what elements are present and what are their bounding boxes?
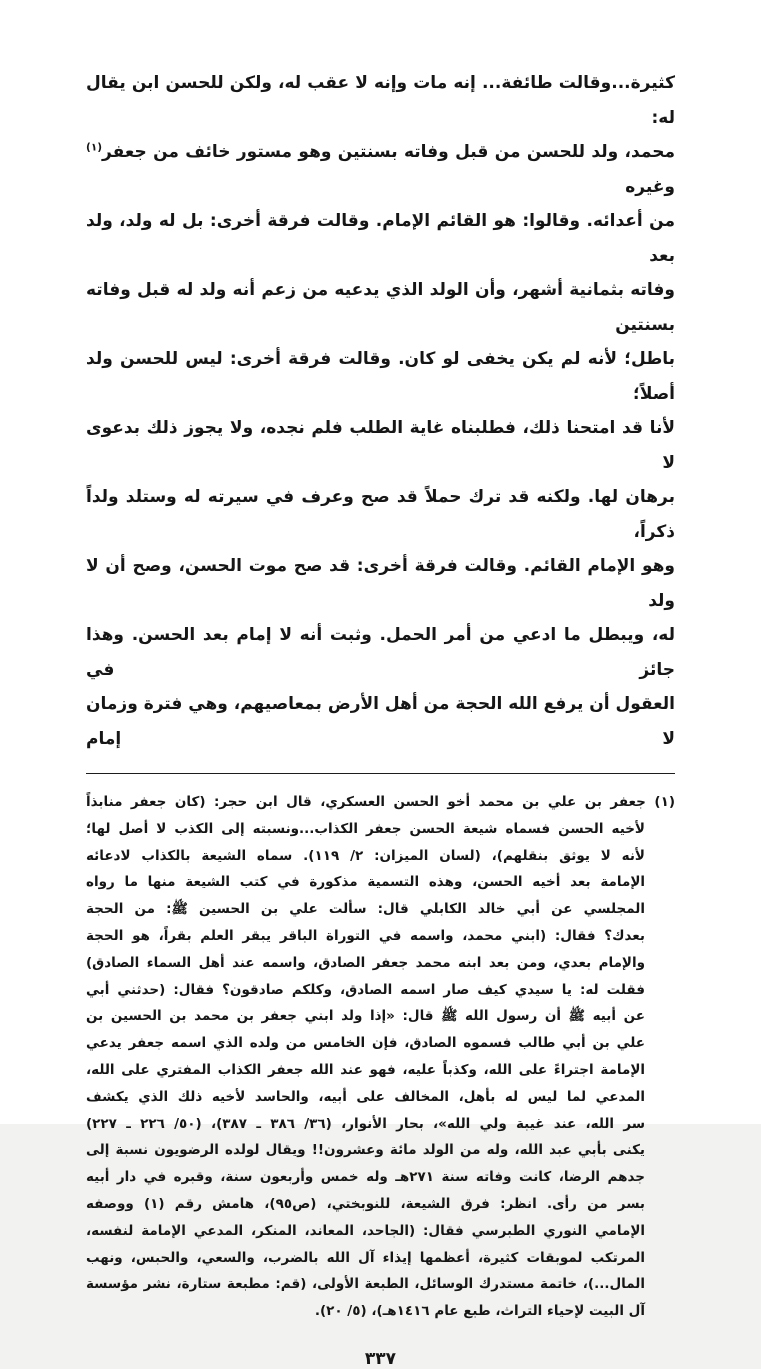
footnote-line: المرتكب لموبقات كثيرة، أعظمها إيذاء آل الله بالضرب، والسعي، والحبس، ونهب	[86, 1249, 645, 1266]
main-text-block	[86, 66, 675, 756]
footnote-ref-marker: (١)	[86, 141, 103, 154]
footnote-line: سر الله، عند غيبة ولي الله»، بحار الأنوار، (٣٦/ ٣٨٦ ـ ٣٨٧)، (٥٠/ ٢٢٦ ـ ٢٢٧)	[86, 1115, 646, 1132]
footnote-line: يكنى بأبي عبد الله، وله من الولد مائة وعشرون!! ويقال لولده الرضويون نسبة إلى	[86, 1142, 645, 1159]
footnote-line: الإمامة بعد أخيه الحسن، وهذه التسمية مذكورة في كتب الشيعة منها ما رواه	[86, 874, 645, 891]
main-text-line: برهان لها. ولكنه قد ترك حملاً قد صح وعرف في سيرته له وستلد ولداً ذكراً،	[86, 487, 675, 542]
footnote-separator	[86, 773, 675, 774]
footnote-line: بسر من رأى. انظر: فرق الشيعة، للنوبختي، (ص٩٥)، هامش رقم (١) ووصفه	[86, 1195, 646, 1212]
footnote-line: لأنه لا يوثق بنقلهم)، (لسان الميزان: ٢/ ١١٩). سماه الشيعة بالكذاب لادعائه	[86, 847, 645, 864]
footnote-line: والإمام بعدي، ومن بعد ابنه محمد جعفر الصادق، واسمه عند أهل السماء الصادق)	[86, 954, 645, 971]
footnote-line: (١) جعفر بن علي بن محمد أخو الحسن العسكري، قال ابن حجر: (كان جعفر منابذاً	[86, 794, 675, 810]
footnote-line: علي بن أبي طالب فسموه الصادق، فإن الخامس من ولده الذي اسمه جعفر يدعي	[86, 1035, 645, 1052]
footnote-line: جدهم الرضا، كانت وفاته سنة ٢٧١هـ وله خمس وأربعون سنة، وقبره في دار أبيه	[86, 1169, 645, 1186]
page-number: ٣٣٧	[364, 1348, 397, 1369]
footnote-line: المدعي لما ليس له بأهل، المخالف على أبيه، والحاسد لأخيه ذلك الذي يكشف	[86, 1088, 645, 1105]
main-text-line: له، ويبطل ما ادعي من أمر الحمل. وثبت أنه لا إمام بعد الحسن. وهذا جائز في	[86, 625, 675, 680]
main-text-line: وهو الإمام القائم. وقالت فرقة أخرى: قد صح موت الحسن، وصح أن لا ولد	[86, 556, 675, 611]
main-text-line: وفاته بثمانية أشهر، وأن الولد الذي يدعيه من زعم أنه ولد له قبل وفاته بسنتين	[86, 280, 675, 335]
footnote-line: بعدك؟ فقال: (ابني محمد، واسمه في التوراة الباقر يبقر العلم بقراً، هو الحجة	[86, 927, 645, 944]
footnote-line: فقلت له: يا سيدي كيف صار اسمه الصادق، وكلكم صادقون؟ فقال: (حدثني أبي	[86, 981, 645, 998]
footnote-line: الإمامي النوري الطبرسي فقال: (الجاحد، المعاند، المنكر، المدعي الإمامة لنفسه،	[86, 1222, 645, 1239]
footnote-line: الإمامة اجتراءً على الله، وكذباً عليه، فهو عند الله جعفر الكذاب المفتري على الله،	[86, 1061, 645, 1078]
footnote-line: عن أبيه ﷺ أن رسول الله ﷺ قال: «إذا ولد ابني جعفر بن محمد بن الحسين بن	[86, 1008, 645, 1025]
main-text-line: لأنا قد امتحنا ذلك، فطلبناه غاية الطلب فلم نجده، ولا يجوز ذلك بدعوى لا	[86, 418, 675, 473]
main-text-line: كثيرة...وقالت طائفة... إنه مات وإنه لا عقب له، ولكن للحسن ابن يقال له:	[86, 73, 675, 128]
footnote-line: المال...)، خاتمة مستدرك الوسائل، الطبعة الأولى، (قم: مطبعة ستارة، نشر مؤسسة	[86, 1276, 645, 1293]
main-text-line: محمد، ولد للحسن من قبل وفاته بسنتين وهو مستور خائف من جعفر$^{(١)}$ وغيره	[86, 141, 675, 197]
footnote-line: المجلسي عن أبي خالد الكابلي قال: سألت علي بن الحسين ﷺ: من الحجة	[86, 901, 645, 918]
main-text-line: باطل؛ لأنه لم يكن يخفى لو كان. وقالت فرقة أخرى: ليس للحسن ولد أصلاً؛	[86, 349, 675, 404]
footnote-block	[86, 789, 675, 1325]
footnote-line: آل البيت لإحياء التراث، طبع عام ١٤١٦هـ)، (٥/ ٢٠).	[314, 1303, 645, 1320]
main-text-line: العقول أن يرفع الله الحجة من أهل الأرض بمعاصيهم، وهي فترة وزمان لا إمام	[86, 694, 675, 749]
main-text-line: من أعدائه. وقالوا: هو القائم الإمام. وقالت فرقة أخرى: بل له ولد، ولد بعد	[86, 211, 675, 266]
footnote-line: لأخيه الحسن فسماه شيعة الحسن جعفر الكذاب...ونسبته إلى الكذب لا أصل لها؛	[86, 820, 645, 837]
